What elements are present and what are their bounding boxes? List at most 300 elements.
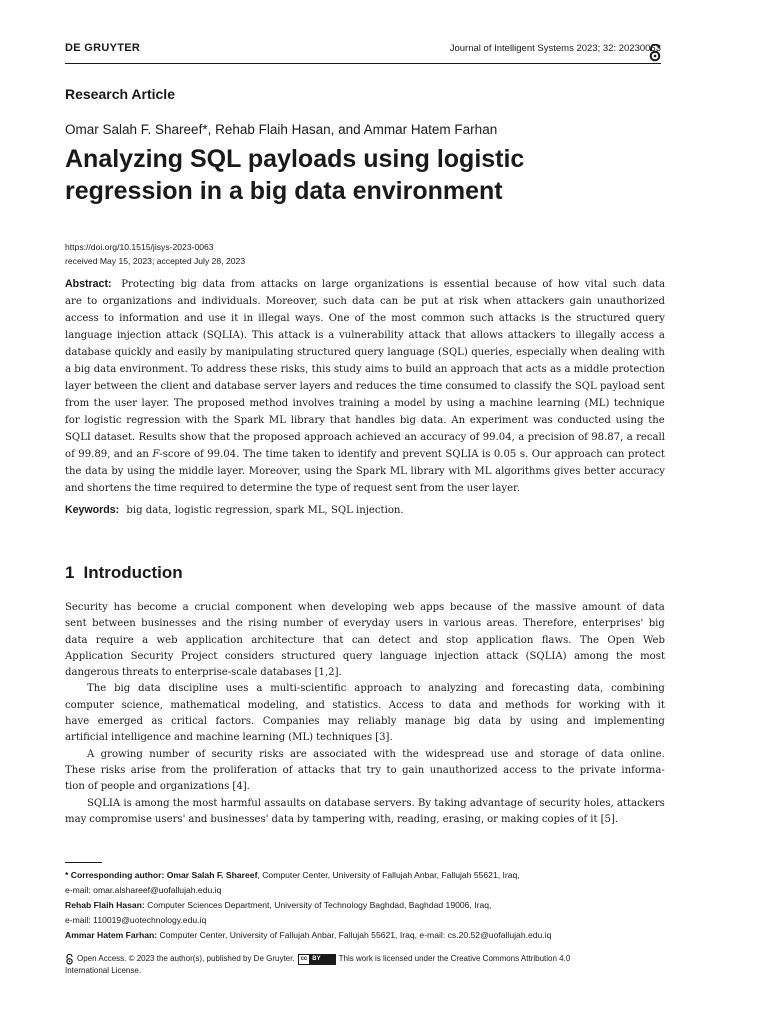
word: gain (569, 296, 592, 307)
word: [5]. (600, 813, 619, 825)
word: address (206, 364, 247, 375)
word: 99.04, (482, 432, 515, 443)
word: with (185, 415, 208, 426)
word: the (557, 764, 575, 776)
corresponding-author-label: * Corresponding author: Omar Salah F. Shareef (65, 870, 258, 880)
word: when (297, 602, 326, 613)
word: using (615, 415, 644, 426)
word: the (93, 398, 111, 409)
word: s. (519, 449, 529, 460)
abstract-line (65, 378, 665, 395)
word: that (322, 634, 344, 646)
word: of (469, 432, 480, 443)
word: it (230, 313, 239, 324)
abstract-line (65, 395, 665, 412)
word: techniques (316, 732, 373, 744)
word: achieved (355, 432, 401, 443)
word: quickly (114, 347, 152, 358)
word: learning (537, 398, 581, 409)
word: businesses (141, 618, 197, 630)
word: the (399, 381, 417, 392)
word: determine (240, 483, 293, 494)
word: tion (65, 781, 85, 793)
word: implementing (594, 716, 665, 728)
word: protection (611, 364, 665, 375)
word: structured (281, 650, 336, 662)
abstract-line (65, 293, 665, 310)
word: the (191, 764, 208, 776)
footnote-corresponding (65, 868, 551, 883)
word: especially (516, 347, 567, 358)
word: factors. (215, 716, 255, 728)
word: data (85, 466, 108, 477)
word: a (626, 432, 633, 443)
word: of (526, 797, 537, 809)
word: with (642, 347, 665, 358)
word: manipulating (225, 347, 294, 358)
word: SQL (574, 381, 597, 392)
author2-email[interactable]: e-mail: 110019@uotechnology.edu.iq (65, 915, 207, 925)
word: servers. (373, 797, 415, 809)
word: attack (486, 650, 519, 662)
body-line (65, 649, 665, 665)
word: the (335, 466, 353, 477)
word: and (418, 634, 438, 646)
word: shortens (86, 483, 132, 494)
abstract-line (65, 480, 665, 497)
word: (SQLIA). (202, 330, 248, 341)
word: layer. (492, 483, 520, 494)
word: as (151, 716, 163, 728)
received-accepted-dates: received May 15, 2023; accepted July 28, 2023 (65, 256, 246, 266)
word: of (65, 449, 75, 460)
word: technique (613, 398, 665, 409)
word: the (555, 381, 572, 392)
word: An (451, 415, 466, 426)
word: people (100, 781, 135, 793)
footnote-rule (65, 862, 102, 863)
word: layer (65, 381, 91, 392)
word: data (601, 748, 624, 760)
word: stop (446, 634, 469, 646)
word: sent (395, 483, 417, 494)
running-header (65, 42, 661, 56)
word: database (214, 381, 261, 392)
word: among (134, 797, 170, 809)
keywords-label: Keywords: (65, 504, 120, 516)
word: is (481, 449, 491, 460)
word: unauthorized (429, 764, 498, 776)
word: proliferation (213, 764, 278, 776)
word: access (620, 330, 655, 341)
word: to (87, 296, 98, 307)
word: the (233, 432, 250, 443)
word: risk (458, 296, 479, 307)
word: layer. (217, 466, 246, 477)
body-line (65, 714, 665, 730)
word: algorithms (495, 466, 551, 477)
word: forecasting (511, 683, 570, 695)
author2-affiliation: Computer Sciences Department, University of Technology Baghdad, Baghdad 19006, Iraq, (144, 900, 492, 910)
word: may (65, 813, 87, 825)
word: time (153, 483, 177, 494)
abstract (65, 276, 665, 497)
word: from (419, 483, 445, 494)
word: injection (116, 330, 162, 341)
word: using (304, 466, 333, 477)
word: 0.05 (493, 449, 517, 460)
word: illegal (258, 313, 290, 324)
word: access (65, 313, 99, 324)
word: in (243, 313, 254, 324)
word: risks (100, 764, 126, 776)
word: of (195, 748, 206, 760)
section-title: Introduction (83, 563, 183, 582)
word: application (185, 634, 243, 646)
word: private (579, 764, 616, 776)
body-line (65, 600, 665, 616)
word: a (383, 398, 390, 409)
word: the (212, 415, 230, 426)
cc-by-badge-icon[interactable] (298, 954, 336, 965)
word: and (305, 699, 325, 711)
abstract-line (65, 310, 665, 327)
body-line (65, 730, 665, 746)
word: proposed (253, 432, 301, 443)
word: language (387, 347, 435, 358)
word: businesses' (210, 813, 269, 825)
word: experiment (469, 415, 529, 426)
word: user (114, 398, 138, 409)
word: attacks (297, 764, 336, 776)
word: of (578, 432, 588, 443)
word: by (111, 466, 124, 477)
word: and (333, 381, 353, 392)
word: consumed (445, 381, 498, 392)
word: reduces (355, 381, 397, 392)
word: holes, (583, 797, 614, 809)
word: rising (248, 618, 278, 630)
word: with (448, 466, 471, 477)
word: user (466, 483, 490, 494)
word: sent (643, 381, 665, 392)
word: how (557, 279, 580, 290)
word: Companies (262, 716, 320, 728)
word: by (297, 813, 310, 825)
word: Project (180, 650, 218, 662)
word: Therefore, (523, 618, 577, 630)
word: on (308, 797, 322, 809)
word: accuracy (618, 466, 665, 477)
word: making (500, 813, 539, 825)
word: and (113, 449, 133, 460)
word: data (138, 683, 161, 695)
word: layers (299, 381, 331, 392)
word: The (87, 683, 107, 695)
word: payload (599, 381, 640, 392)
word: of (354, 313, 365, 324)
license-notice (65, 953, 570, 977)
word: databases (260, 667, 312, 679)
word: can (351, 634, 370, 646)
word: an (136, 449, 149, 460)
word: of (340, 483, 351, 494)
word: server (263, 381, 297, 392)
body-line (65, 763, 665, 779)
word: that (445, 330, 466, 341)
word: data (271, 813, 295, 825)
word: web (156, 634, 178, 646)
word: discipline (168, 683, 218, 695)
word: multi-scientific (270, 683, 347, 695)
word: use (490, 748, 509, 760)
word: the (295, 483, 313, 494)
abstract-line (65, 429, 665, 446)
license-line-1 (65, 953, 570, 965)
word: data, (577, 683, 604, 695)
word: science, (121, 699, 163, 711)
author3-name: Ammar Hatem Farhan: (65, 930, 158, 940)
word: identify (337, 449, 377, 460)
word: structured (576, 313, 631, 324)
word: Security (65, 602, 108, 613)
word: enterprises' (582, 618, 644, 630)
license-statement: This work is licensed under the Creative Commons Attribution 4.0 (338, 954, 571, 963)
word: intelligence (111, 732, 172, 744)
word: Moreover, (248, 466, 301, 477)
word: of (193, 449, 204, 460)
word: between (92, 618, 136, 630)
word: because (450, 602, 492, 613)
word: database (324, 797, 371, 809)
word: a (328, 330, 335, 341)
word: client (160, 381, 190, 392)
word: unauthorized (597, 296, 665, 307)
word: and (188, 813, 208, 825)
word: machine (196, 732, 240, 744)
word: that (501, 364, 523, 375)
word: by (210, 347, 223, 358)
word: approach (354, 683, 403, 695)
word: is (123, 797, 132, 809)
word: areas. (486, 618, 518, 630)
word: easily (177, 347, 207, 358)
word: to (392, 364, 403, 375)
word: big (453, 716, 471, 728)
word: statistics. (332, 699, 382, 711)
open-access-icon (65, 954, 74, 965)
body-text (65, 600, 665, 828)
word: (SQL) (437, 347, 468, 358)
word: A (87, 748, 95, 760)
word: that (209, 432, 231, 443)
word: individuals. (201, 296, 261, 307)
word: manage (404, 716, 446, 728)
abstract-line (65, 344, 665, 361)
journal-citation: Journal of Intelligent Systems 2023; 32: 20230063 (449, 43, 661, 54)
word: learning (242, 732, 286, 744)
word: of (497, 602, 508, 613)
cc-badge-cc: cc (300, 955, 308, 962)
word: it (590, 813, 598, 825)
word: to (431, 699, 442, 711)
word: SQLI (65, 432, 91, 443)
corresponding-affiliation: , Computer Center, University of Fallujah Anbar, Fallujah 55621, Iraq, (257, 870, 520, 880)
word: allows (470, 330, 503, 341)
word: to (500, 381, 511, 392)
word: attacks (260, 279, 298, 290)
word: the (513, 602, 530, 613)
article-meta (65, 240, 245, 268)
word: use (208, 313, 226, 324)
body-line (65, 779, 665, 795)
word: that (340, 764, 362, 776)
word: the (65, 466, 82, 477)
word: such (322, 296, 347, 307)
word: by (430, 398, 443, 409)
word: a (65, 364, 72, 375)
word: to (542, 764, 553, 776)
word: most (391, 313, 417, 324)
word: assaults (264, 797, 306, 809)
word: This (251, 330, 274, 341)
word: considers (224, 650, 274, 662)
word: the (616, 650, 633, 662)
word: and (184, 313, 204, 324)
publisher-name: DE GRUYTER (65, 42, 141, 54)
word: conducted (557, 415, 611, 426)
word: data (478, 716, 502, 728)
word: precision (527, 432, 575, 443)
word: modeling, (247, 699, 299, 711)
word: a (564, 364, 571, 375)
word: between (93, 381, 138, 392)
word: and (514, 748, 534, 760)
word: to (161, 667, 172, 679)
word: better (584, 466, 616, 477)
word: 99.89, (78, 449, 111, 460)
word: number (283, 618, 323, 630)
word: aims (364, 364, 389, 375)
word: for (65, 415, 80, 426)
body-line (65, 616, 665, 632)
body-line (65, 633, 665, 649)
word: with (373, 748, 396, 760)
word: a (478, 398, 486, 409)
doi-link[interactable]: https://doi.org/10.1515/jisys-2023-0063 (65, 242, 214, 252)
word: ways. (294, 313, 324, 324)
keywords-text: big data, logistic regression, spark ML, SQL injection. (126, 505, 404, 516)
word: classify (513, 381, 552, 392)
word: model (394, 398, 426, 409)
word: critical (171, 716, 207, 728)
word: everyday (343, 618, 390, 630)
word: (ML) (584, 398, 610, 409)
word: taking (434, 797, 467, 809)
word: [1,2]. (314, 667, 342, 679)
word: Spark (233, 415, 265, 426)
word: protect (627, 449, 665, 460)
word: The (173, 398, 194, 409)
word: and (177, 296, 197, 307)
word: of (87, 781, 98, 793)
word: various (443, 618, 482, 630)
word: such (612, 279, 637, 290)
word: risks (259, 748, 284, 760)
word: approach (554, 449, 603, 460)
title-line: Analyzing SQL payloads using logistic (65, 145, 525, 173)
word: to (386, 764, 397, 776)
word: build (405, 364, 432, 375)
word: attack (408, 330, 441, 341)
word: is (541, 313, 550, 324)
word: can (379, 296, 399, 307)
word: may (327, 716, 350, 728)
word: most (640, 650, 665, 662)
word: Protecting (121, 279, 175, 290)
word: database (65, 347, 112, 358)
word: library (410, 466, 445, 477)
word: attackers (507, 330, 556, 341)
word: in (428, 618, 439, 630)
word: of (328, 618, 339, 630)
word: show (179, 432, 207, 443)
word: ML (268, 415, 286, 426)
word: dataset. (94, 432, 136, 443)
word: data (352, 296, 375, 307)
word: middle (178, 466, 214, 477)
word: [3]. (375, 732, 393, 744)
word: and (137, 781, 157, 793)
body-line (65, 812, 665, 828)
corresponding-email[interactable]: e-mail: omar.alshareef@uofallujah.edu.iq (65, 885, 222, 895)
word: library (290, 415, 326, 426)
word: at (443, 296, 454, 307)
word: number (149, 748, 190, 760)
title-line: regression in a big data environment (65, 177, 503, 205)
word: arise (130, 764, 156, 776)
word: The (242, 449, 263, 460)
word: time (419, 381, 443, 392)
word: and (566, 716, 586, 728)
word: that (329, 415, 351, 426)
abstract-label: Abstract: (65, 278, 112, 290)
word: growing (100, 748, 143, 760)
word: dealing (601, 347, 640, 358)
word: a (256, 683, 263, 695)
header-rule (65, 63, 661, 64)
word: Our (531, 449, 552, 460)
word: middle (573, 364, 609, 375)
word: information (119, 313, 179, 324)
word: of (282, 764, 293, 776)
word: an (404, 432, 417, 443)
word: using (127, 466, 155, 477)
word: required (179, 483, 224, 494)
word: the (554, 313, 572, 324)
word: put (421, 296, 439, 307)
word: developing (331, 602, 388, 613)
word: a (518, 432, 525, 443)
word: have (65, 716, 90, 728)
word: injection (434, 650, 479, 662)
word: the (402, 748, 419, 760)
word: to (410, 683, 421, 695)
word: when (483, 296, 512, 307)
word: as (549, 364, 562, 375)
word: is (314, 330, 324, 341)
word: combining (611, 683, 665, 695)
